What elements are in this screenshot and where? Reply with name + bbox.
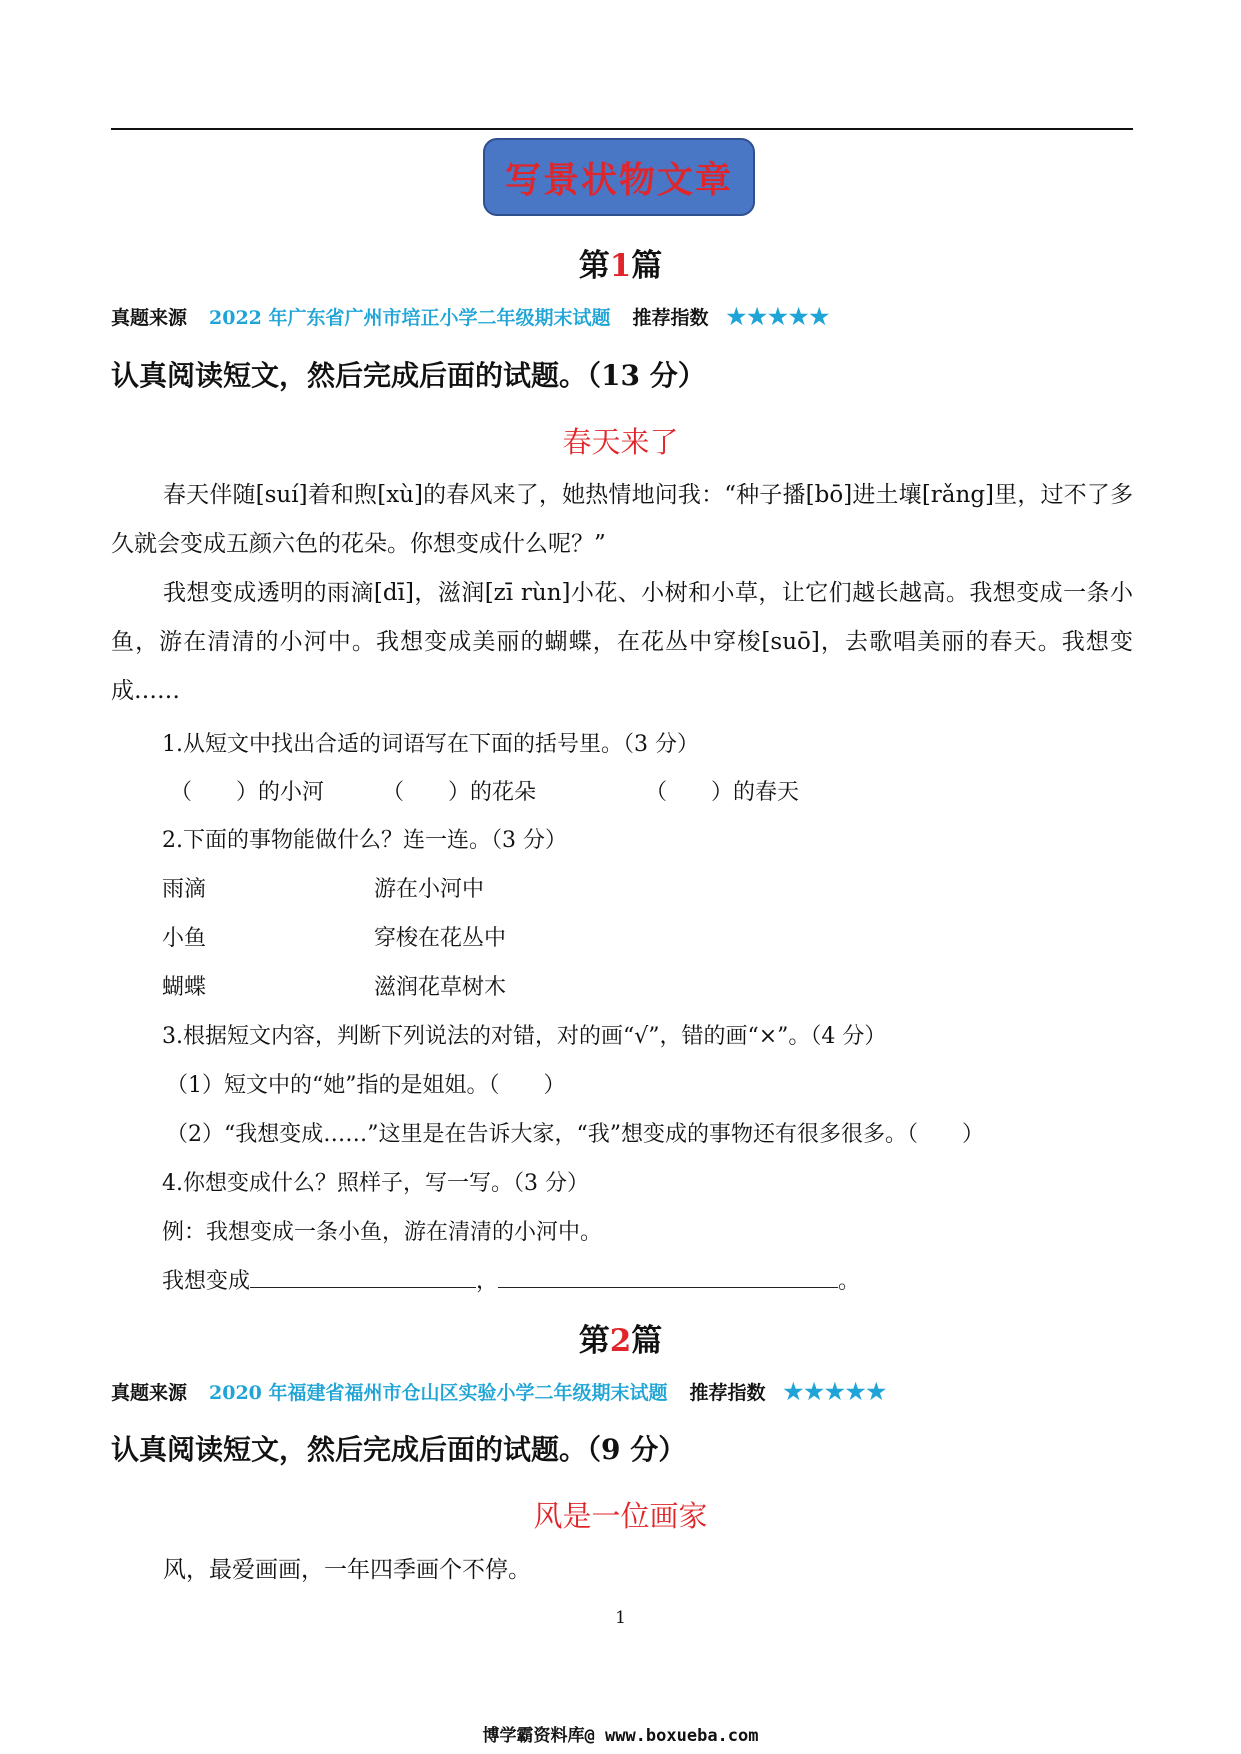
- article-1-instruction: 认真阅读短文，然后完成后面的试题。（13 分）: [111, 359, 706, 392]
- answer-blank-2[interactable]: [498, 1267, 838, 1288]
- q4-answer-line: [162, 1264, 860, 1295]
- question-1: 1.从短文中找出合适的词语写在下面的括号里。（3 分）: [162, 732, 699, 757]
- q2-right-item: 穿梭在花丛中: [374, 926, 507, 951]
- rating-stars: ★★★★★: [783, 1379, 888, 1405]
- q2-left-item: 蝴蝶: [162, 975, 207, 1000]
- article-2-instruction: 认真阅读短文，然后完成后面的试题。（9 分）: [111, 1433, 687, 1466]
- article-2-source-line: [111, 1378, 887, 1405]
- q1-blank-2: （ ）的花朵: [382, 780, 537, 805]
- footer-watermark: 博学霸资料库@ www.boxueba.com: [482, 1726, 759, 1746]
- source-label: 真题来源: [111, 1382, 188, 1404]
- q3-item-1: （1）短文中的“她”指的是姐姐。（ ）: [166, 1073, 566, 1098]
- article-2-heading: [0, 1315, 1241, 1360]
- q4-prefix: 我想变成: [162, 1269, 251, 1294]
- q2-left-item: 小鱼: [162, 926, 207, 951]
- heading-number: 2: [609, 1323, 632, 1359]
- q2-left-item: 雨滴: [162, 877, 207, 902]
- heading-pre: 第: [578, 248, 610, 284]
- section-banner: 写景状物文章: [483, 138, 755, 216]
- heading-number: 1: [609, 248, 632, 284]
- q3-item-2: （2）“我想变成……”这里是在告诉大家，“我”想变成的事物还有很多很多。（ ）: [166, 1122, 984, 1147]
- article-1-paragraph-1: 春天伴随[suí]着和煦[xù]的春风来了，她热情地问我：“种子播[bō]进土壤[rǎng]里，过不了多久就会变成五颜六色的花朵。你想变成什么呢？”: [111, 482, 1133, 557]
- question-4: 4.你想变成什么？照样子，写一写。（3 分）: [162, 1171, 589, 1196]
- q4-comma: ，: [476, 1269, 499, 1294]
- heading-post: 篇: [631, 248, 663, 284]
- source-value: 2022 年广东省广州市培正小学二年级期末试题: [209, 307, 611, 329]
- article-2-title: 风是一位画家: [533, 1499, 708, 1533]
- article-1-title: 春天来了: [562, 425, 679, 459]
- q1-blank-1: （ ）的小河: [170, 780, 325, 805]
- q4-end: 。: [838, 1269, 861, 1294]
- q1-blank-3: （ ）的春天: [645, 780, 800, 805]
- question-3: 3.根据短文内容，判断下列说法的对错，对的画“√”，错的画“×”。（4 分）: [162, 1024, 887, 1049]
- recommend-label: 推荐指数: [689, 1382, 766, 1404]
- source-label: 真题来源: [111, 307, 188, 329]
- rating-stars: ★★★★★: [726, 304, 831, 330]
- article-1-heading: [0, 240, 1241, 285]
- article-1-source-line: [111, 303, 830, 330]
- article-2-paragraph-1: 风，最爱画画，一年四季画个不停。: [163, 1557, 531, 1583]
- source-value: 2020 年福建省福州市仓山区实验小学二年级期末试题: [209, 1382, 668, 1404]
- heading-pre: 第: [578, 1323, 610, 1359]
- q2-right-item: 滋润花草树木: [374, 975, 507, 1000]
- page-number: 1: [615, 1608, 626, 1628]
- q4-example: 例：我想变成一条小鱼，游在清清的小河中。: [162, 1220, 603, 1245]
- q2-right-item: 游在小河中: [374, 877, 485, 902]
- heading-post: 篇: [631, 1323, 663, 1359]
- top-rule: [111, 128, 1133, 130]
- recommend-label: 推荐指数: [632, 307, 709, 329]
- question-2: 2.下面的事物能做什么？连一连。（3 分）: [162, 828, 567, 853]
- answer-blank-1[interactable]: [250, 1267, 476, 1288]
- article-1-paragraph-2: 我想变成透明的雨滴[dī]，滋润[zī rùn]小花、小树和小草，让它们越长越高。我想变成一条小鱼，游在清清的小河中。我想变成美丽的蝴蝶，在花丛中穿梭[suō]，去歌唱美丽的春天。我想变成……: [111, 580, 1133, 704]
